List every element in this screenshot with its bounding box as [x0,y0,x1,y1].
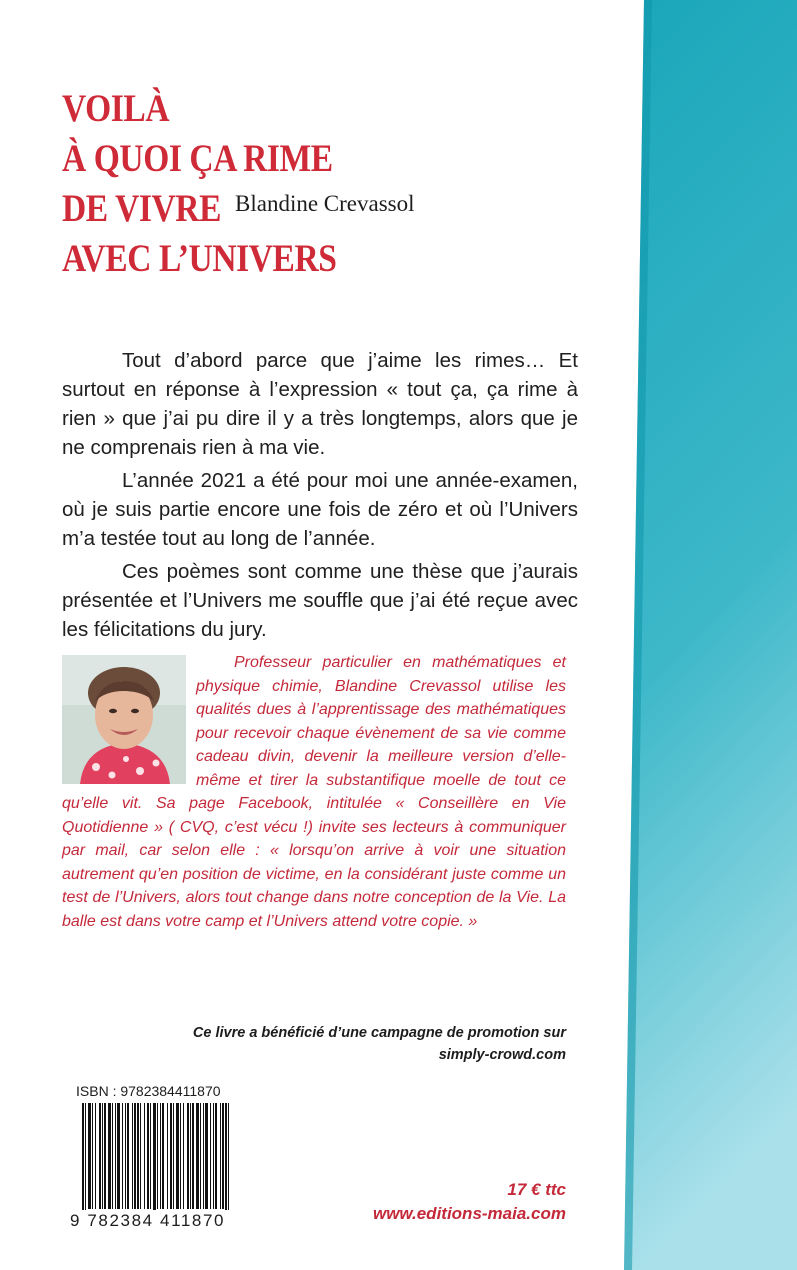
barcode-bar [192,1103,194,1209]
blurb-paragraph: L’année 2021 a été pour moi une année-examen, où je suis partie encore une fois de zéro et où l’Univers m’a testée tout au long de l’année. [62,469,578,550]
barcode-bar [140,1103,141,1209]
barcode-bar [228,1103,229,1221]
blurb-paragraph: Ces poèmes sont comme une thèse que j’aurais présentée et l’Univers me souffle que j’ai été reçue avec les félicitations du jury. [62,560,578,641]
barcode-bar [170,1103,172,1209]
title-line-4: AVEC L’UNIVERS [62,237,337,280]
blurb-paragraph: Tout d’abord parce que j’aime les rimes… Et surtout en réponse à l’expression « tout ça, ça rime à rien » que j’ai pu dire il y a très longtemps, alors que je ne comprenais rien à ma vie. [62,349,578,459]
barcode-bar [162,1103,164,1209]
barcode-bar [137,1103,139,1209]
barcode-bar [150,1103,151,1209]
price: 17 € ttc [507,1180,566,1199]
barcode-bar [108,1103,111,1209]
title-line-2: À QUOI ÇA RIME [62,137,333,180]
author-name: Blandine Crevassol [235,191,415,216]
barcode-bar [125,1103,126,1209]
barcode-bar [104,1103,106,1209]
barcode-bar [205,1103,208,1209]
promotion-line-2: simply-crowd.com [438,1047,566,1063]
barcode-bar [160,1103,161,1209]
barcode-bar [187,1103,189,1209]
barcode-bar [180,1103,181,1209]
barcode-bar [127,1103,129,1209]
barcode-bar [95,1103,96,1209]
barcode-bar [99,1103,101,1209]
barcode-bar [82,1103,84,1221]
title-line-1: VOILÀ [62,87,170,130]
barcode-bar [153,1103,156,1221]
barcode-digits: 9 782384 411870 [70,1210,236,1232]
promotion-line-1: Ce livre a bénéficié d’une campagne de promotion sur [192,1025,566,1041]
promotion-note [150,1022,566,1066]
isbn-label: ISBN : 9782384411870 [76,1083,221,1099]
barcode-bar [147,1103,149,1209]
barcode-bar [132,1103,133,1209]
teal-side-band [612,0,797,1270]
teal-band-graphic [612,0,797,1270]
barcode-bar [102,1103,103,1209]
barcode-bar [167,1103,168,1209]
barcode-bar [220,1103,221,1209]
barcode-icon [70,1103,236,1225]
publisher-website[interactable]: www.editions-maia.com [372,1204,566,1223]
author-biography [62,651,566,933]
barcode-bar [157,1103,158,1209]
book-blurb [62,346,578,648]
barcode-bar [196,1103,199,1209]
barcode-bar [122,1103,123,1209]
barcode-bar [213,1103,214,1209]
barcode-bar [144,1103,145,1209]
barcode-bar [88,1103,91,1209]
barcode-bar [134,1103,136,1209]
barcode-bar [190,1103,191,1209]
barcode-bar [176,1103,179,1209]
barcode-bar [115,1103,116,1209]
barcode-bar [210,1103,211,1209]
barcode-bar [92,1103,93,1209]
barcode-bar [112,1103,113,1209]
barcode-bar [222,1103,224,1209]
book-title [62,84,381,284]
barcode-bar [173,1103,174,1209]
barcode-bar [200,1103,201,1209]
title-line-3: DE VIVRE [62,187,222,230]
barcode-bar [215,1103,217,1209]
biography-text: Professeur particulier en mathématiques et physique chimie, Blandine Crevassol utilise les qualités dues à l’apprentissage des mathématiques pour recevoir chaque évènement de sa vie comme cadeau divin, devenir la meilleure version d’elle-même et tirer la substantifique moelle de tout ce qu’elle vit. Sa page Facebook, intitulée « Conseillère en Vie Quotidienne » ( CVQ, c’est vécu !) invite ses lecteurs à communiquer par mail, car selon elle : « lorsqu’on arrive à voir une situation autrement qu’en position de victime, en la considérant juste comme un test de l’Univers, alors tout change dans notre conception de la Vie. La balle est dans votre camp et l’Univers attend votre copie. » [62,654,566,930]
barcode-bar [85,1103,86,1221]
barcode-bar [117,1103,120,1209]
barcode-bar [225,1103,227,1221]
barcode-bar [183,1103,184,1209]
barcode-bar [203,1103,204,1209]
